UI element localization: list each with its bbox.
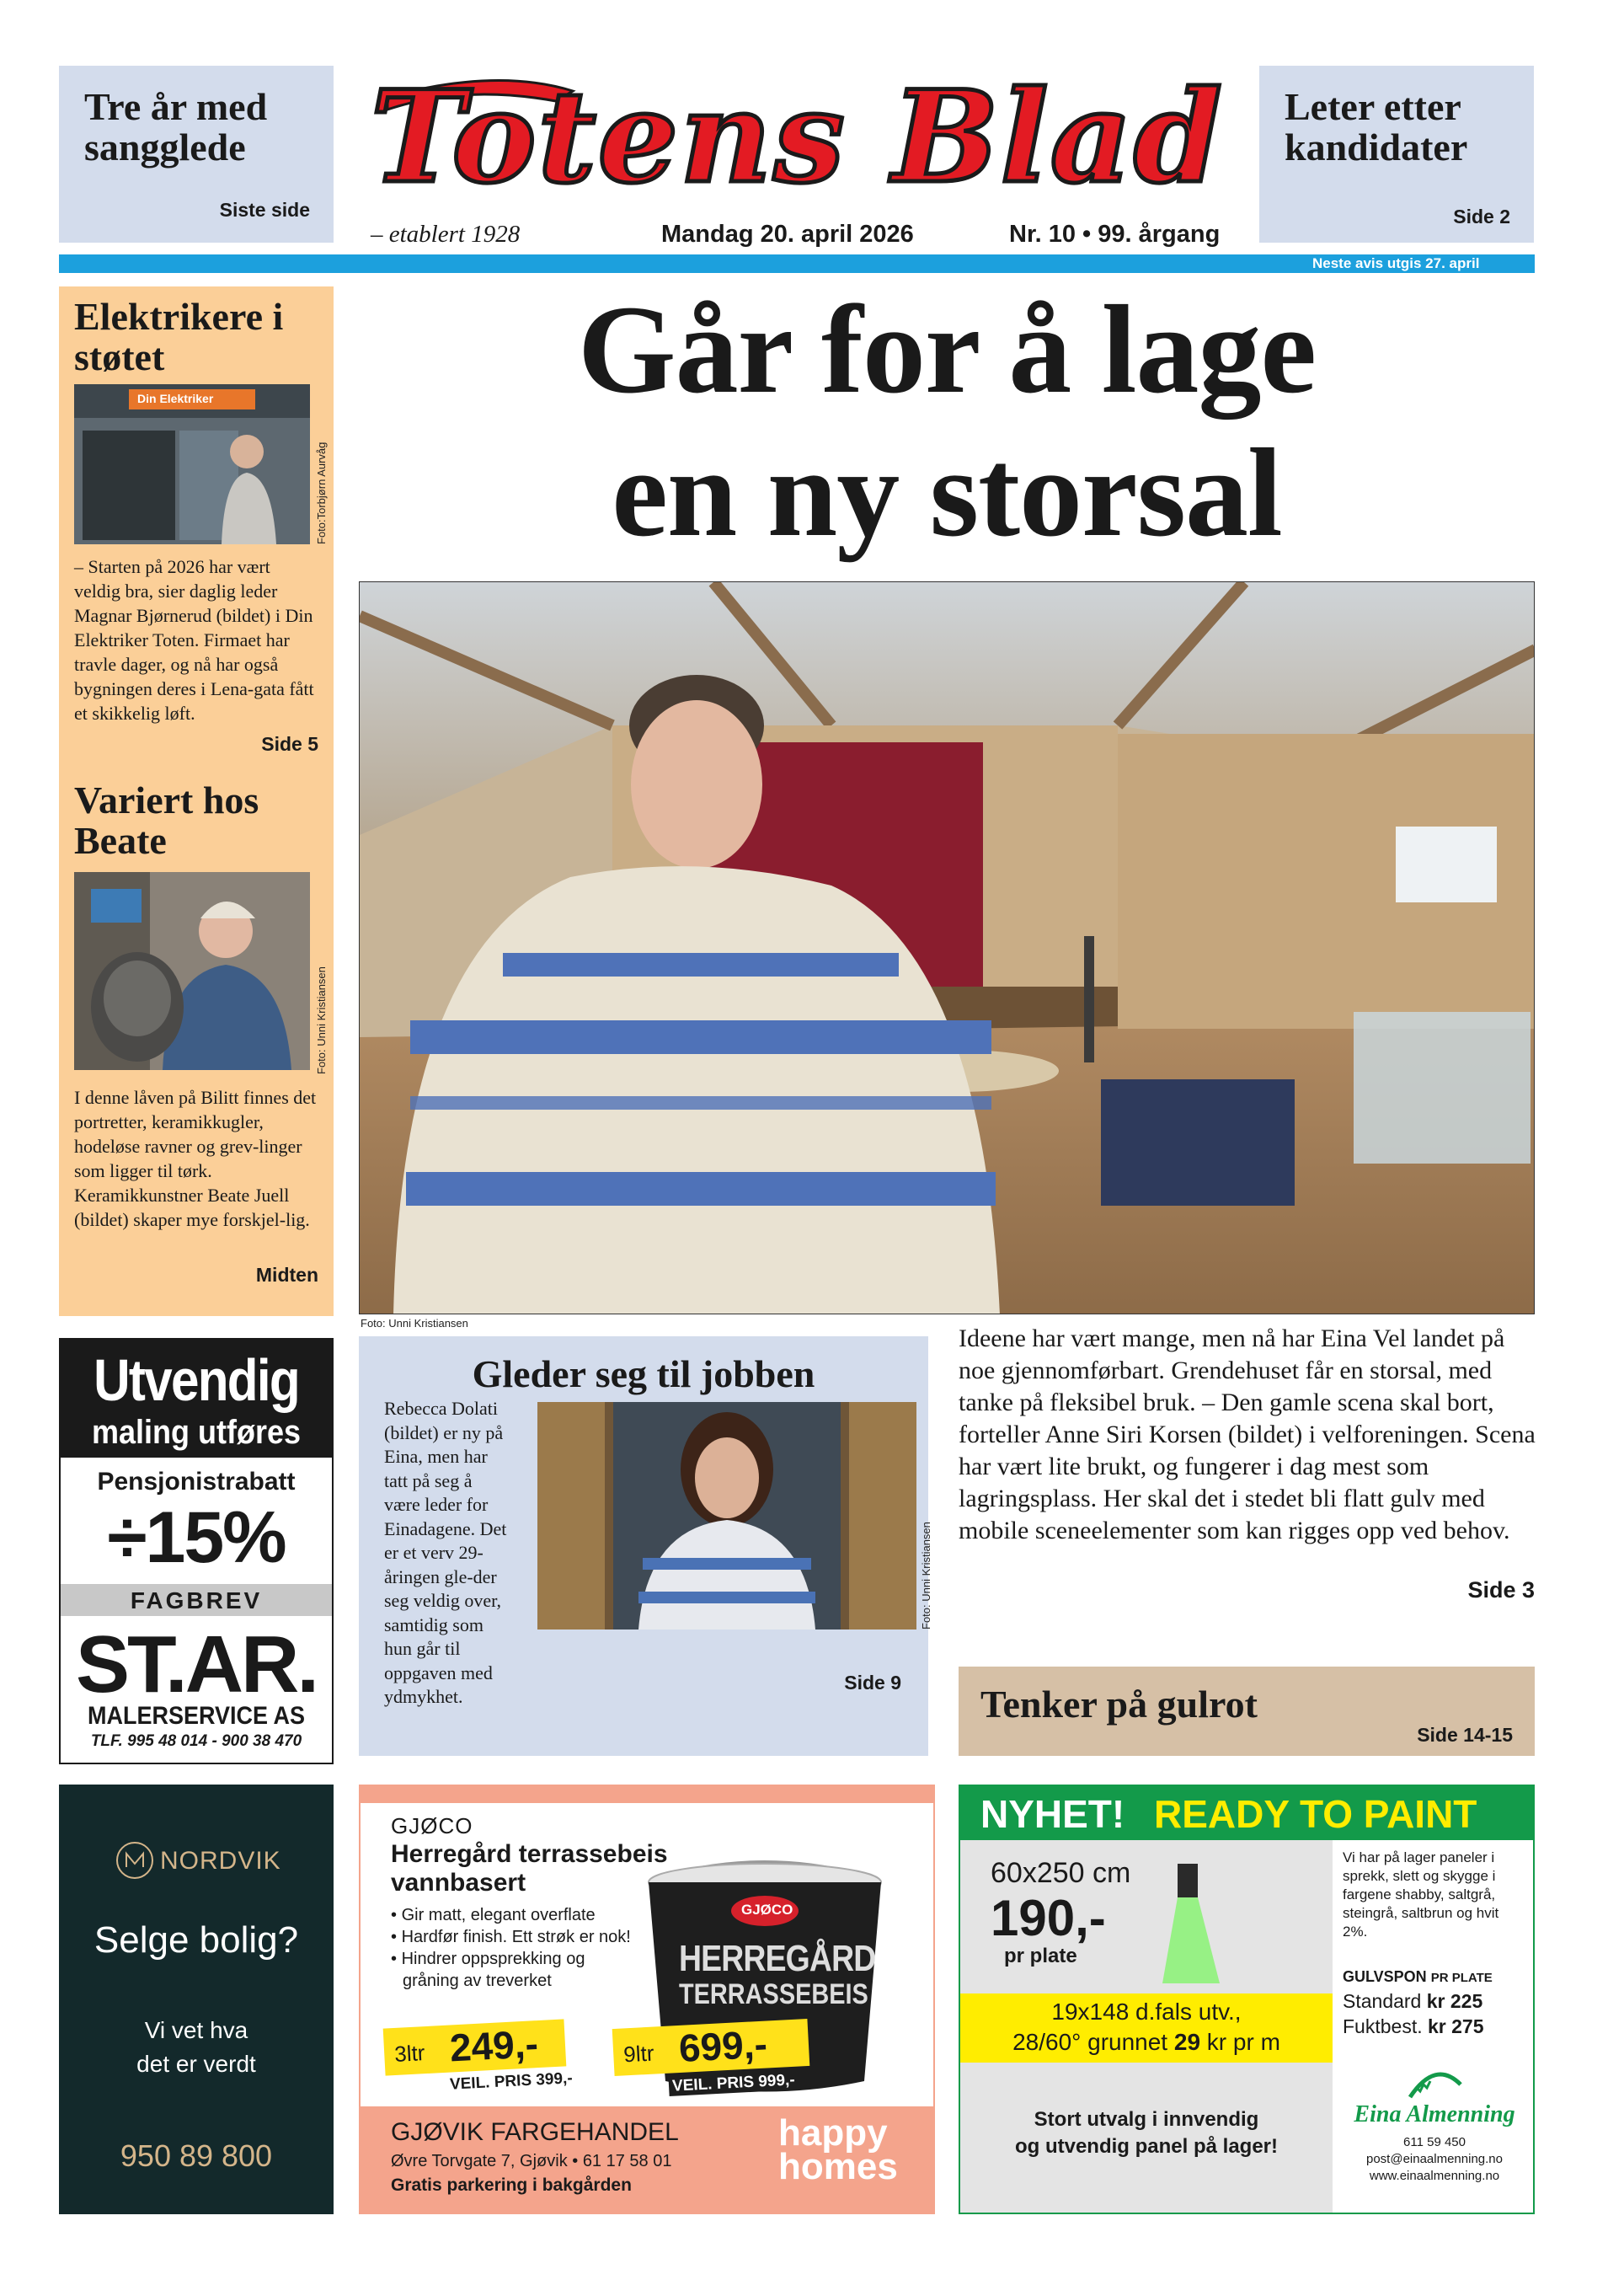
ad-nordvik-sub1: Vi vet hva (144, 2017, 248, 2043)
price-tag-3ltr-orig: VEIL. PRIS 399,- (449, 2069, 574, 2094)
ad-eina-right-text: Vi har på lager paneler i sprekk, slett og skygge i fargene shabby, saltgrå, steingrå, saltbrun og hvit 2%. (1343, 1849, 1499, 1940)
price-tag-9ltr-orig: VEIL. PRIS 999,- (669, 2071, 799, 2096)
hall-photo-icon (360, 582, 1535, 1314)
main-story-text: Ideene har vært mange, men nå har Eina Vel landet på noe gjennomførbart. Grendehuset får en storsal, med tanke på fleksibel bruk. – Den gamle scena skal bort, forteller Anne Siri Korsen (bildet) i velforeningen. Scena har vært lite brukt, og fungerer i dag mest som lagringsplass. Her skal det i stedet bli flatt gulv med mobile sceneelementer som kan rigges opp ved behov. (959, 1324, 1536, 1544)
ceramicist-photo-icon (74, 872, 310, 1070)
price-tag-3ltr (383, 2019, 567, 2075)
ad-gjoco-bullet-2: • Hardfør finish. Ett strøk er nok! (391, 1928, 631, 1946)
ad-star-discount: ÷15% (107, 1497, 286, 1578)
job-story-box (359, 1336, 932, 1756)
teaser-right[interactable] (1259, 66, 1534, 243)
established-text: – etablert 1928 (371, 221, 521, 248)
gulrot-teaser[interactable] (959, 1667, 1535, 1756)
ad-gjoco-parking: Gratis parkering i bakgården (391, 2175, 632, 2195)
bucket-line1: HERREGÅRD (679, 1938, 876, 1979)
ad-eina-yellow-line2: 28/60° grunnet 29 kr pr m (1012, 2029, 1280, 2055)
issue-number: Nr. 10 • 99. årgang (1009, 221, 1221, 248)
ad-eina-yellow-line1: 19x148 d.fals utv., (1051, 1999, 1242, 2025)
ad-eina-banner (960, 1786, 1533, 1840)
sidebar (59, 286, 334, 1316)
masthead-logo[interactable] (362, 51, 1224, 219)
ad-star-company-sub: MALERSERVICE AS (87, 1702, 306, 1730)
ad-star-pension: Pensjonistrabatt (97, 1468, 296, 1496)
sidebar-story2-ref[interactable]: Midten (255, 1264, 318, 1286)
happy-homes-logo-2: homes (778, 2146, 898, 2187)
ad-gjoco-brand: GJØCO (391, 1813, 473, 1838)
ad-gjoco-footer (361, 2106, 933, 2213)
shop-sign-text: Din Elektriker (137, 392, 214, 405)
ad-gjoco-bullets (391, 1904, 669, 1992)
ad-gjoco-bullet-4: gråning av treverket (403, 1972, 552, 1990)
job-story-credit: Foto: Unni Kristiansen (920, 1522, 932, 1630)
main-headline-line1: Går for å lage (577, 280, 1317, 420)
job-story-title[interactable]: Gleder seg til jobben (472, 1352, 815, 1395)
main-headline[interactable] (359, 278, 1535, 565)
ad-eina-bottom1: Stort utvalg i innvendig (1034, 2108, 1259, 2131)
ad-gjoco-bullet-3: • Hindrer oppsprekking og (391, 1950, 585, 1968)
teaser-left-title: Tre år med sangglede (84, 85, 268, 169)
sidebar-story2-title[interactable]: Variert hos Beate (74, 779, 259, 862)
main-photo-credit: Foto: Unni Kristiansen (361, 1317, 468, 1330)
ad-eina-panel (960, 1840, 1333, 2213)
ad-star[interactable] (59, 1338, 334, 1764)
ad-eina-price: 190,- (991, 1890, 1106, 1946)
ad-eina-banner-1: NYHET! (980, 1792, 1125, 1836)
teaser-right-ref: Side 2 (1453, 206, 1510, 227)
bucket-line2: TERRASSEBEIS (679, 1978, 868, 2010)
nordvik-logo-icon (115, 1840, 155, 1881)
logo-text: Totens Blad (371, 63, 1224, 211)
ad-eina-gulvspon: GULVSPON PR PLATE (1343, 1968, 1493, 1985)
ad-star-phone: TLF. 995 48 014 - 900 38 470 (90, 1732, 302, 1750)
ad-gjoco-product1: Herregård terrassebeis (391, 1840, 668, 1868)
ad-star-title2: maling utføres (91, 1414, 302, 1451)
happy-homes-logo-1: happy (778, 2112, 888, 2154)
ad-eina-banner-2: READY TO PAINT (1154, 1792, 1477, 1836)
next-issue-note: Neste avis utgis 27. april (1312, 255, 1480, 271)
ad-gjoco-product2: vannbasert (391, 1869, 526, 1897)
sidebar-story2-credit: Foto: Unni Kristiansen (315, 966, 328, 1074)
job-story-photo[interactable] (537, 1402, 916, 1630)
sidebar-story1-title[interactable]: Elektrikere i støtet (74, 295, 284, 378)
teaser-left[interactable] (59, 66, 334, 243)
ad-eina-yellow-box (960, 1993, 1333, 2063)
header-rule (59, 254, 1535, 273)
ad-gjoco-store: GJØVIK FARGEHANDEL (391, 2118, 679, 2146)
bucket-logo: GJØCO (741, 1902, 793, 1918)
ad-gjoco-bullet-1: • Gir matt, elegant overflate (391, 1906, 596, 1924)
ad-star-header (61, 1340, 332, 1458)
job-story-ref[interactable]: Side 9 (844, 1672, 901, 1694)
sidebar-story1-ref[interactable]: Side 5 (261, 733, 318, 755)
ad-eina-email[interactable]: post@einaalmenning.no (1365, 2152, 1503, 2166)
electrician-photo-icon (74, 384, 310, 544)
price-tag-9ltr-size: 9ltr (622, 2040, 655, 2068)
main-photo[interactable] (359, 581, 1535, 1314)
job-story-text: Rebecca Dolati (bildet) er ny på Eina, men har tatt på seg å være leder for Einadagene. Det er et verv 29-åringen gle-der seg veldig over, samtidig som hun går til oppgaven med ydmykhet. (384, 1398, 507, 1707)
main-story-ref[interactable]: Side 3 (1467, 1577, 1535, 1603)
ad-eina-per: pr plate (1004, 1945, 1077, 1967)
ad-eina[interactable] (959, 1785, 1535, 2214)
rebecca-photo-icon (537, 1402, 916, 1630)
main-headline-line2: en ny storsal (612, 423, 1282, 563)
ad-eina-standard: Standard kr 225 (1343, 1990, 1483, 2012)
teaser-right-title: Leter etter kandidater (1285, 85, 1468, 169)
ad-gjoco[interactable] (359, 1785, 935, 2214)
ad-eina-web[interactable]: www.einaalmenning.no (1369, 2169, 1500, 2183)
ad-eina-size: 60x250 cm (991, 1857, 1131, 1889)
ad-star-fagbrev-bar (61, 1584, 332, 1616)
ad-nordvik-brand: NORDVIK (160, 1847, 281, 1875)
issue-date: Mandag 20. april 2026 (661, 221, 914, 248)
price-tag-9ltr-price: 699,- (677, 2021, 769, 2070)
sidebar-story1-credit: Foto:Torbjørn Aurvåg (315, 441, 328, 544)
sidebar-story2-photo[interactable] (74, 872, 310, 1070)
ad-nordvik-headline: Selge bolig? (93, 1919, 299, 1961)
sidebar-story1-photo[interactable] (74, 384, 310, 544)
ad-nordvik-sub2: det er verdt (136, 2051, 256, 2077)
ad-eina-bottom2: og utvendig panel på lager! (1014, 2135, 1279, 2158)
ad-eina-phone: 611 59 450 (1403, 2135, 1466, 2149)
price-tag-3ltr-price: 249,- (448, 2021, 540, 2070)
ad-nordvik-phone: 950 89 800 (120, 2138, 273, 2173)
ad-gjoco-top-band (361, 1786, 933, 1803)
eina-saw-logo-icon (1402, 2059, 1469, 2101)
sidebar-story2-text: I denne låven på Bilitt finnes det portretter, keramikkugler, hodeløse ravner og grev-linger som ligger til tørk. Keramikkunstner Beate Juell (bildet) skaper mye forskjel-lig. (74, 1087, 317, 1230)
ad-eina-fukt: Fuktbest. kr 275 (1343, 2015, 1484, 2037)
ad-star-fagbrev: FAGBREV (130, 1587, 263, 1613)
gulrot-teaser-ref: Side 14-15 (1417, 1724, 1513, 1746)
ad-star-title1: Utvendig (93, 1347, 299, 1413)
ad-nordvik[interactable] (59, 1785, 334, 2214)
price-tag-3ltr-size: 3ltr (393, 2040, 426, 2067)
paint-roller-icon (1154, 1857, 1221, 1992)
ad-star-company: ST.AR. (75, 1619, 318, 1710)
sidebar-story1-text: – Starten på 2026 har vært veldig bra, sier daglig leder Magnar Bjørnerud (bildet) i Din Elektriker Toten. Firmaet har travle dager, og nå har også bygningen deres i Lena-gata fått et skikkelig løft. (74, 556, 314, 724)
ad-eina-store: Eina Almenning (1354, 2101, 1515, 2127)
gulrot-teaser-title: Tenker på gulrot (980, 1683, 1258, 1726)
ad-gjoco-address: Øvre Torvgate 7, Gjøvik • 61 17 58 01 (391, 2152, 672, 2170)
teaser-left-ref: Siste side (219, 199, 310, 221)
